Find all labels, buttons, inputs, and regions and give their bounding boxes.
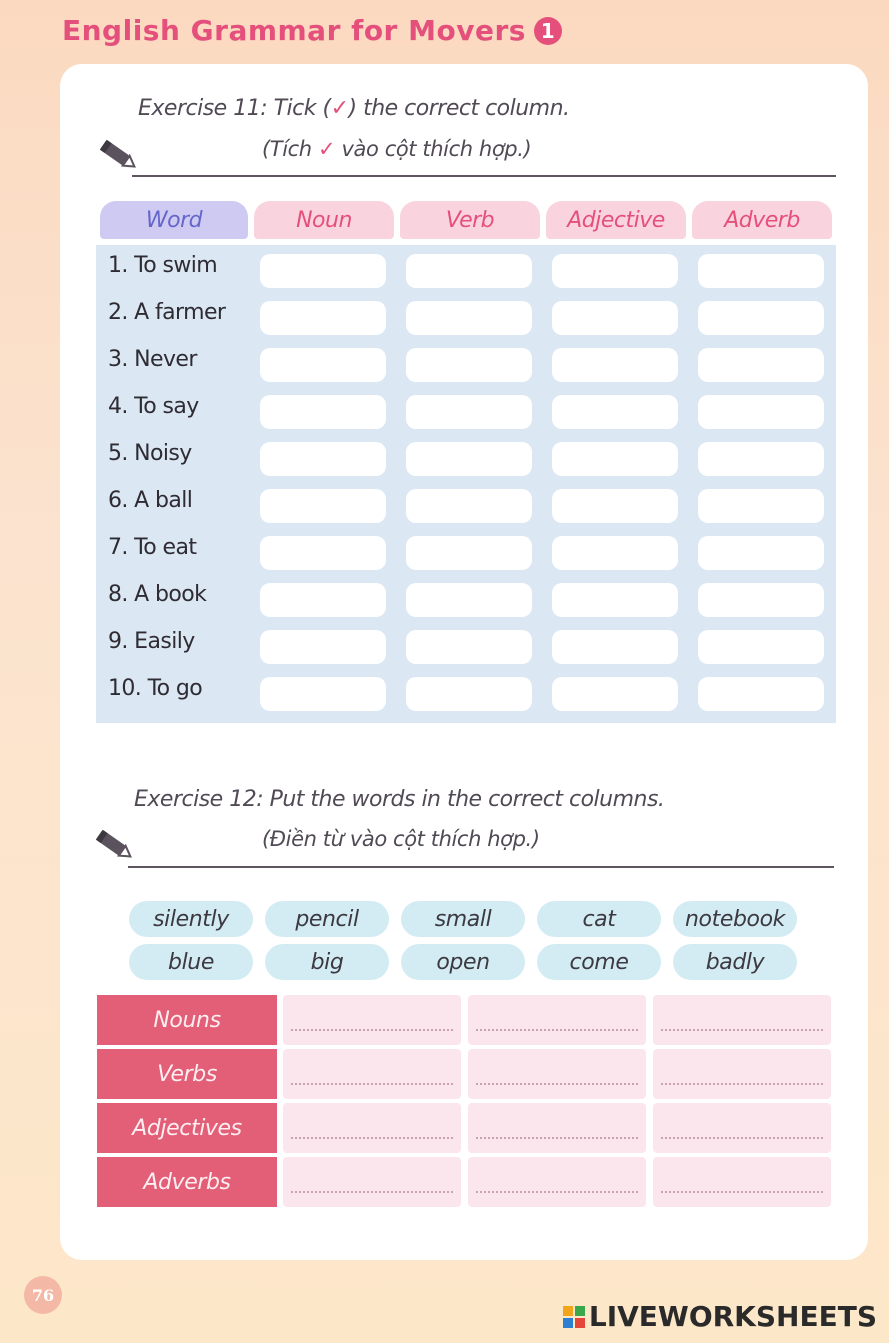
word-chip[interactable]: silently <box>129 901 253 937</box>
category-nouns: Nouns <box>97 995 277 1045</box>
answer-slot-verbs[interactable] <box>653 1049 831 1099</box>
page-number: 76 <box>24 1276 62 1314</box>
liveworksheets-brand-text: LIVEWORKSHEETS <box>588 1300 877 1333</box>
adverb-cell[interactable] <box>698 489 824 523</box>
noun-cell[interactable] <box>260 630 386 664</box>
row-word: 10. To go <box>108 676 203 701</box>
row-word: 9. Easily <box>108 629 195 654</box>
adverb-cell[interactable] <box>698 677 824 711</box>
verb-cell[interactable] <box>406 677 532 711</box>
exercise-11-title <box>138 96 570 121</box>
answer-slot-adjectives[interactable] <box>283 1103 461 1153</box>
verb-cell[interactable] <box>406 254 532 288</box>
table-row <box>96 341 836 387</box>
dotted-line <box>291 1029 453 1031</box>
answer-slot-adverbs[interactable] <box>653 1157 831 1207</box>
exercise-12-divider <box>128 866 834 868</box>
verb-cell[interactable] <box>406 442 532 476</box>
adjective-cell[interactable] <box>552 442 678 476</box>
dotted-line <box>291 1137 453 1139</box>
adverb-cell[interactable] <box>698 301 824 335</box>
category-verbs: Verbs <box>97 1049 277 1099</box>
adverb-cell[interactable] <box>698 442 824 476</box>
row-word: 1. To swim <box>108 253 218 278</box>
subtitle-tick-mark: ✓ <box>318 137 336 161</box>
exercise-11-subtitle-start: (Tích <box>262 137 318 161</box>
verb-cell[interactable] <box>406 348 532 382</box>
adjective-cell[interactable] <box>552 489 678 523</box>
verb-cell[interactable] <box>406 583 532 617</box>
exercise-11-table <box>96 245 836 723</box>
noun-cell[interactable] <box>260 677 386 711</box>
row-word: 3. Never <box>108 347 197 372</box>
header-adverb: Adverb <box>692 201 832 239</box>
exercise-11-subtitle <box>262 137 531 161</box>
book-title-text: English Grammar for Movers <box>62 14 526 47</box>
table-row <box>96 529 836 575</box>
exercise-11-divider <box>132 175 836 177</box>
adjective-cell[interactable] <box>552 301 678 335</box>
dotted-line <box>661 1191 823 1193</box>
row-word: 7. To eat <box>108 535 197 560</box>
table-row <box>96 388 836 434</box>
exercise-11-subtitle-end: vào cột thích hợp.) <box>335 137 532 161</box>
tick-mark: ✓ <box>330 96 349 121</box>
word-chip[interactable]: come <box>537 944 661 980</box>
dotted-line <box>661 1137 823 1139</box>
table-row <box>96 294 836 340</box>
liveworksheets-logo-icon <box>563 1306 585 1328</box>
table-row <box>96 247 836 293</box>
word-chip[interactable]: pencil <box>265 901 389 937</box>
dotted-line <box>476 1191 638 1193</box>
word-chip[interactable]: open <box>401 944 525 980</box>
row-word: 5. Noisy <box>108 441 192 466</box>
noun-cell[interactable] <box>260 348 386 382</box>
adjective-cell[interactable] <box>552 677 678 711</box>
dotted-line <box>291 1191 453 1193</box>
table-row <box>96 623 836 669</box>
noun-cell[interactable] <box>260 583 386 617</box>
book-title <box>62 14 562 47</box>
noun-cell[interactable] <box>260 536 386 570</box>
noun-cell[interactable] <box>260 489 386 523</box>
adjective-cell[interactable] <box>552 630 678 664</box>
adjective-cell[interactable] <box>552 395 678 429</box>
dotted-line <box>476 1083 638 1085</box>
header-noun: Noun <box>254 201 394 239</box>
noun-cell[interactable] <box>260 301 386 335</box>
row-word: 4. To say <box>108 394 199 419</box>
answer-slot-adverbs[interactable] <box>468 1157 646 1207</box>
dotted-line <box>661 1029 823 1031</box>
exercise-11-title-end: ) the correct column. <box>348 96 570 121</box>
word-chip[interactable]: cat <box>537 901 661 937</box>
dotted-line <box>476 1137 638 1139</box>
pencil-icon <box>92 824 136 866</box>
pencil-icon <box>96 134 140 176</box>
table-row <box>96 670 836 716</box>
answer-slot-adjectives[interactable] <box>653 1103 831 1153</box>
adjective-cell[interactable] <box>552 583 678 617</box>
category-adverbs: Adverbs <box>97 1157 277 1207</box>
header-verb: Verb <box>400 201 540 239</box>
exercise-12-title: Exercise 12: Put the words in the correct columns. <box>134 787 665 812</box>
answer-slot-verbs[interactable] <box>468 1049 646 1099</box>
noun-cell[interactable] <box>260 442 386 476</box>
word-chip[interactable]: notebook <box>673 901 797 937</box>
adverb-cell[interactable] <box>698 395 824 429</box>
adjective-cell[interactable] <box>552 536 678 570</box>
adverb-cell[interactable] <box>698 630 824 664</box>
verb-cell[interactable] <box>406 489 532 523</box>
liveworksheets-logo <box>563 1300 877 1333</box>
exercise-11-title-text: Exercise 11: Tick ( <box>138 96 331 121</box>
header-adjective: Adjective <box>546 201 686 239</box>
answer-slot-nouns[interactable] <box>283 995 461 1045</box>
word-chip[interactable]: small <box>401 901 525 937</box>
category-adjectives: Adjectives <box>97 1103 277 1153</box>
dotted-line <box>291 1083 453 1085</box>
adjective-cell[interactable] <box>552 254 678 288</box>
verb-cell[interactable] <box>406 301 532 335</box>
table-row <box>96 482 836 528</box>
verb-cell[interactable] <box>406 630 532 664</box>
noun-cell[interactable] <box>260 254 386 288</box>
noun-cell[interactable] <box>260 395 386 429</box>
adverb-cell[interactable] <box>698 583 824 617</box>
verb-cell[interactable] <box>406 395 532 429</box>
dotted-line <box>661 1083 823 1085</box>
adverb-cell[interactable] <box>698 348 824 382</box>
table-row <box>96 576 836 622</box>
adverb-cell[interactable] <box>698 536 824 570</box>
answer-slot-verbs[interactable] <box>283 1049 461 1099</box>
exercise-12-subtitle: (Điền từ vào cột thích hợp.) <box>262 827 540 851</box>
answer-slot-adjectives[interactable] <box>468 1103 646 1153</box>
adjective-cell[interactable] <box>552 348 678 382</box>
word-chip[interactable]: big <box>265 944 389 980</box>
book-volume-badge: 1 <box>534 17 562 45</box>
word-chip[interactable]: badly <box>673 944 797 980</box>
table-row <box>96 435 836 481</box>
row-word: 2. A farmer <box>108 300 226 325</box>
answer-slot-nouns[interactable] <box>653 995 831 1045</box>
dotted-line <box>476 1029 638 1031</box>
adverb-cell[interactable] <box>698 254 824 288</box>
verb-cell[interactable] <box>406 536 532 570</box>
header-word: Word <box>100 201 248 239</box>
row-word: 6. A ball <box>108 488 193 513</box>
answer-slot-nouns[interactable] <box>468 995 646 1045</box>
answer-slot-adverbs[interactable] <box>283 1157 461 1207</box>
row-word: 8. A book <box>108 582 207 607</box>
word-chip[interactable]: blue <box>129 944 253 980</box>
